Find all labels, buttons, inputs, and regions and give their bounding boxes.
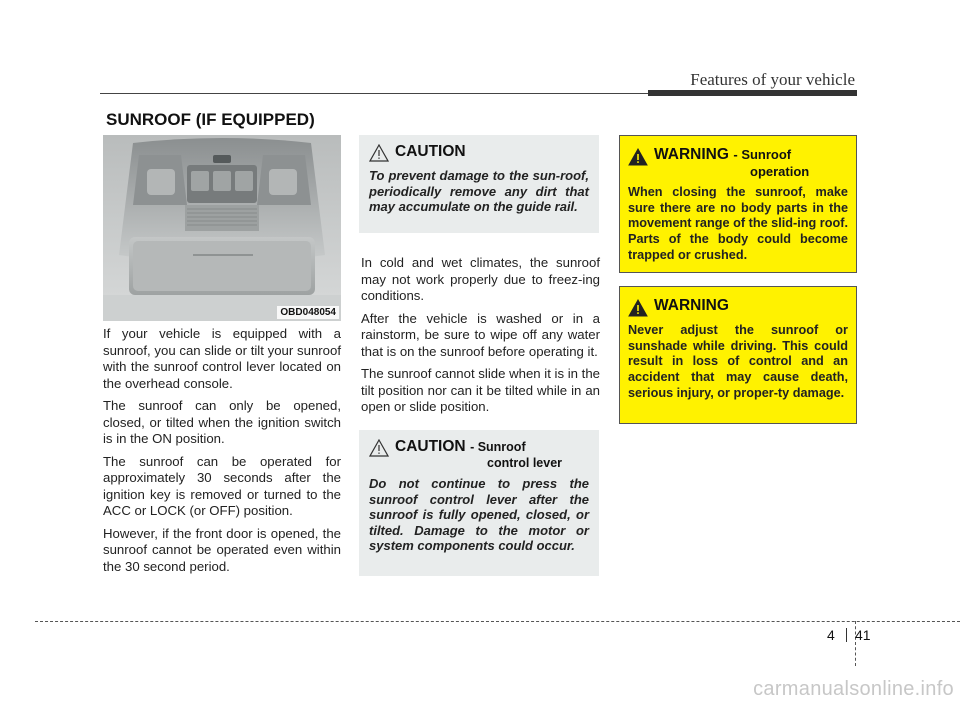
caution-title: CAUTION [395, 143, 466, 160]
header-title: Features of your vehicle [690, 70, 855, 89]
header-rule [100, 93, 648, 94]
warning-subtitle: - Sunroof [733, 147, 792, 162]
caution-control-lever-box [359, 430, 599, 576]
page-number: 41 [855, 627, 871, 643]
caution-text: To prevent damage to the sun-roof, periodically remove any dirt that may accumulate on the guide rail. [369, 168, 589, 214]
paragraph: If your vehicle is equipped with a sunroof, you can slide or tilt your sunroof with the sunroof control lever located on the overhead console. [103, 326, 341, 391]
intro-text [103, 326, 341, 581]
overhead-console-illustration [103, 135, 341, 321]
paragraph: The sunroof cannot slide when it is in the tilt position nor can it be tilted while in an open or slide position. [361, 366, 600, 414]
paragraph: The sunroof can be operated for approximately 30 seconds after the ignition key is removed or turned to the ACC or LOCK (or OFF) position. [103, 453, 341, 518]
caution-title: CAUTION [395, 438, 466, 455]
overhead-console-photo [103, 135, 341, 321]
photo-label: OBD048054 [277, 306, 339, 319]
warning-subtitle-cont: operation [750, 164, 810, 179]
chapter-number: 4 [827, 627, 835, 643]
warning-title: WARNING [654, 146, 729, 163]
caution-icon [369, 144, 389, 162]
warning-sunroof-operation-box [619, 135, 857, 273]
caution-text: Do not continue to press the sunroof control lever after the sunroof is fully opened, closed, or tilted. Damage to the motor or system components could occur. [369, 476, 589, 553]
paragraph: The sunroof can only be opened, closed, or tilted when the ignition switch is in the ON position. [103, 398, 341, 446]
caution-box [359, 135, 599, 233]
caution-subtitle-cont: control lever [487, 456, 563, 470]
warning-icon [628, 148, 648, 166]
paragraph: In cold and wet climates, the sunroof may not work properly due to freez-ing conditions. [361, 255, 600, 303]
warning-text: Never adjust the sunroof or sunshade while driving. This could result in loss of control and an accident that may cause death, serious injury, or proper-ty damage. [628, 323, 848, 400]
warning-title: WARNING [654, 297, 729, 314]
caution-icon [369, 439, 389, 457]
warning-text: When closing the sunroof, make sure there are no body parts in the movement range of the slid-ing roof. Parts of the body could become trapped or crushed. [628, 185, 848, 262]
page-number-separator [846, 628, 847, 642]
paragraph: However, if the front door is opened, the sunroof cannot be operated even within the 30 second period. [103, 525, 341, 574]
sunroof-notes [361, 255, 600, 422]
warning-icon [628, 299, 648, 317]
caution-subtitle: - Sunroof [470, 440, 526, 454]
footer-rule [35, 621, 960, 622]
watermark: carmanualsonline.info [753, 678, 954, 700]
header-rule-accent [648, 90, 857, 96]
warning-driving-box [619, 286, 857, 424]
section-title: SUNROOF (IF EQUIPPED) [106, 110, 315, 129]
paragraph: After the vehicle is washed or in a rainstorm, be sure to wipe off any water that is on the sunroof before operating it. [361, 310, 600, 359]
